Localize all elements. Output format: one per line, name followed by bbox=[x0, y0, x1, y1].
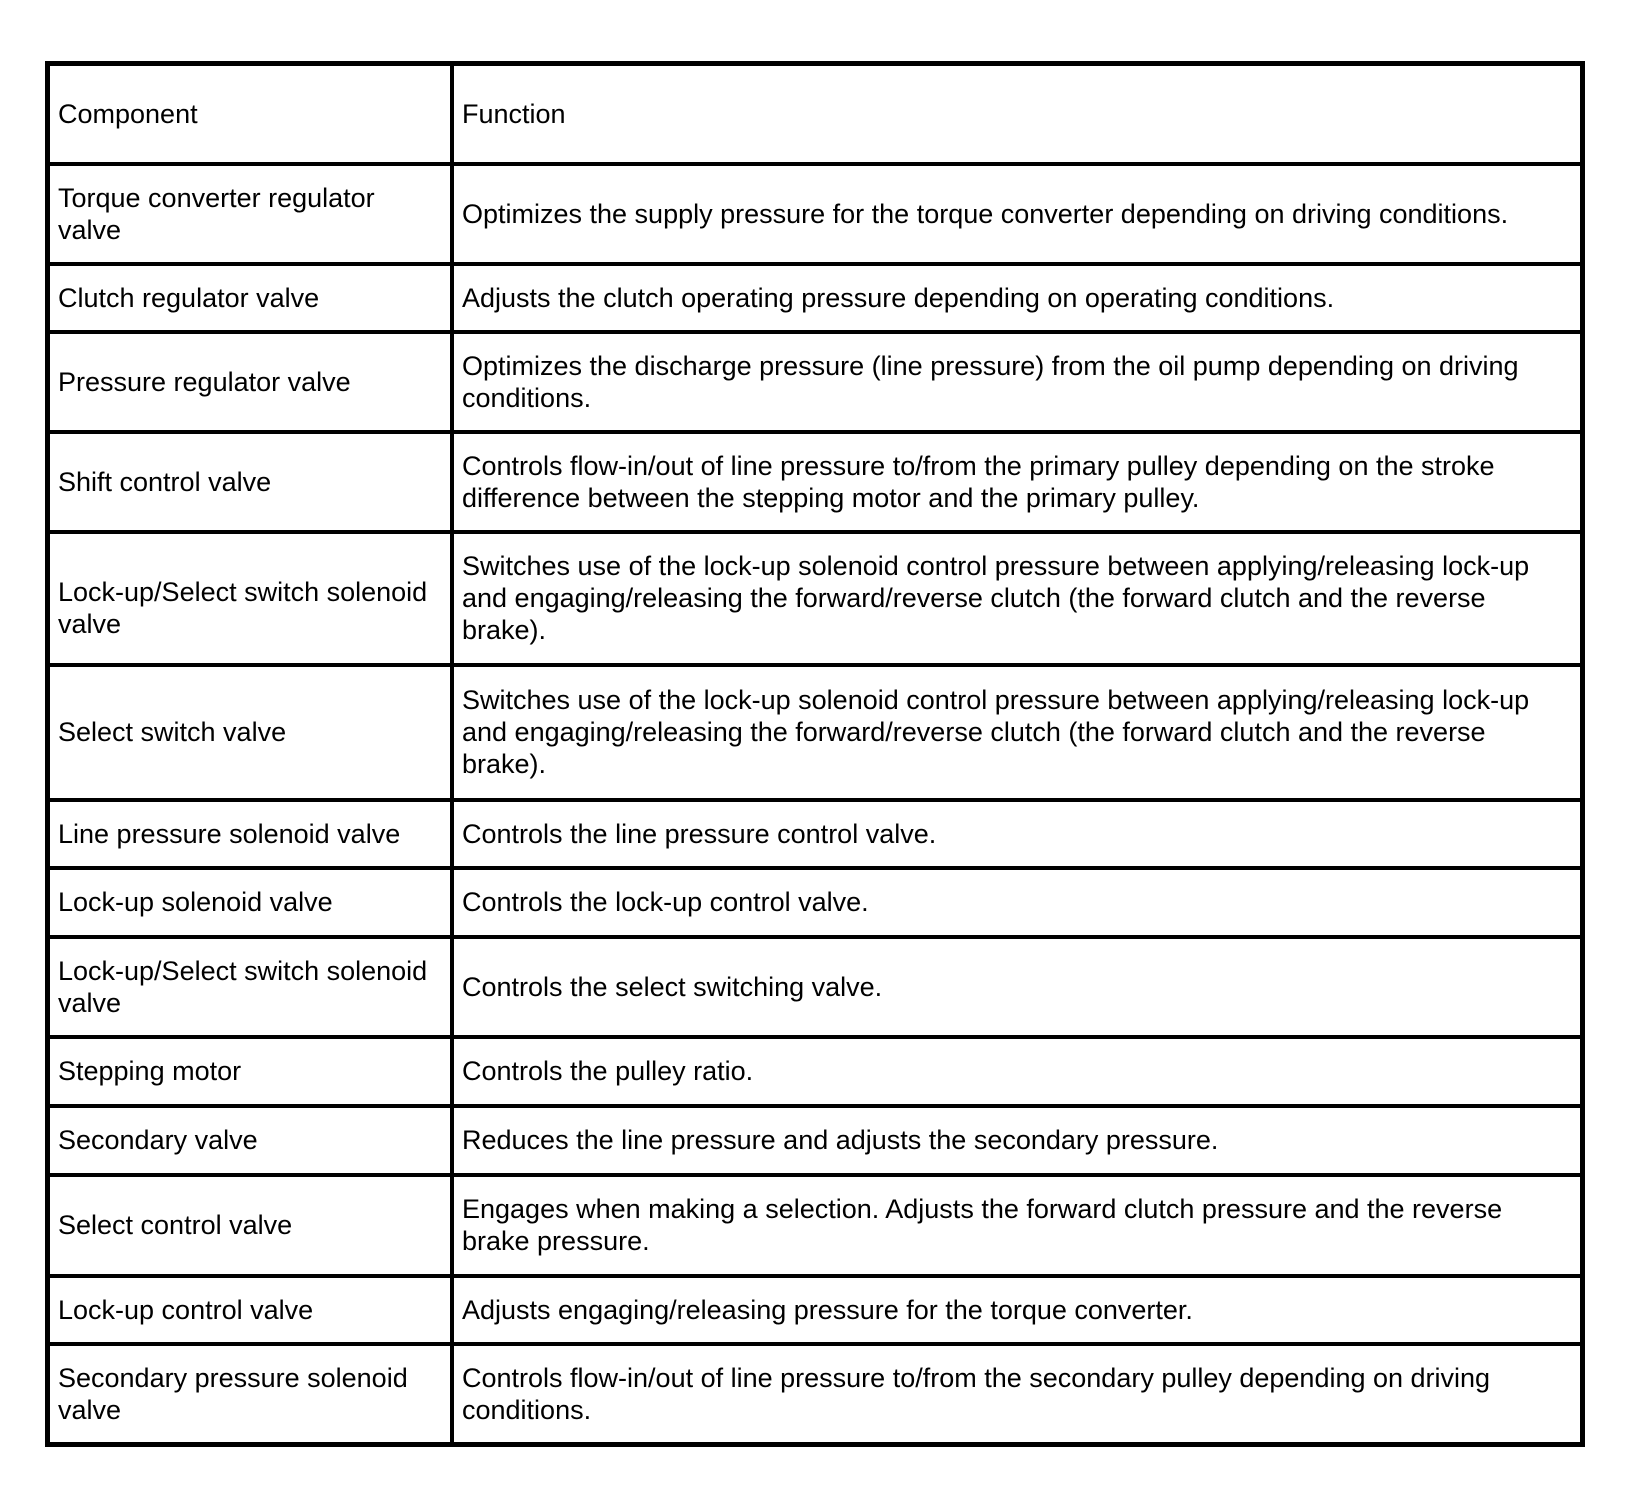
component-cell: Pressure regulator valve bbox=[48, 332, 453, 432]
function-cell: Switches use of the lock-up solenoid control pressure between applying/releasing lock-up and engaging/releasing the forward/reverse clutch (the forward clutch and the reverse brake). bbox=[452, 532, 1583, 665]
component-cell: Stepping motor bbox=[48, 1037, 453, 1106]
component-cell: Lock-up/Select switch solenoid valve bbox=[48, 937, 453, 1037]
function-cell: Switches use of the lock-up solenoid control pressure between applying/releasing lock-up and engaging/releasing the forward/reverse clutch (the forward clutch and the reverse brake). bbox=[452, 665, 1583, 800]
table-row bbox=[48, 1175, 1583, 1276]
function-cell: Controls the select switching valve. bbox=[452, 937, 1583, 1037]
component-cell: Secondary pressure solenoid valve bbox=[48, 1344, 453, 1445]
component-cell: Torque converter regulator valve bbox=[48, 164, 453, 264]
component-cell: Secondary valve bbox=[48, 1106, 453, 1175]
table-row bbox=[48, 432, 1583, 532]
function-cell: Reduces the line pressure and adjusts the secondary pressure. bbox=[452, 1106, 1583, 1175]
component-cell: Lock-up/Select switch solenoid valve bbox=[48, 532, 453, 665]
function-cell: Controls flow-in/out of line pressure to/from the primary pulley depending on the stroke difference between the stepping motor and the primary pulley. bbox=[452, 432, 1583, 532]
component-function-table-container bbox=[45, 61, 1585, 1447]
function-cell: Controls the lock-up control valve. bbox=[452, 868, 1583, 937]
table-row bbox=[48, 264, 1583, 332]
component-cell: Clutch regulator valve bbox=[48, 264, 453, 332]
function-cell: Controls flow-in/out of line pressure to/from the secondary pulley depending on driving conditions. bbox=[452, 1344, 1583, 1445]
table-header-row bbox=[48, 64, 1583, 164]
function-cell: Controls the pulley ratio. bbox=[452, 1037, 1583, 1106]
function-cell: Adjusts the clutch operating pressure depending on operating conditions. bbox=[452, 264, 1583, 332]
component-cell: Select control valve bbox=[48, 1175, 453, 1276]
component-cell: Shift control valve bbox=[48, 432, 453, 532]
function-cell: Optimizes the discharge pressure (line pressure) from the oil pump depending on driving conditions. bbox=[452, 332, 1583, 432]
table-row bbox=[48, 1037, 1583, 1106]
function-cell: Adjusts engaging/releasing pressure for the torque converter. bbox=[452, 1276, 1583, 1344]
component-cell: Select switch valve bbox=[48, 665, 453, 800]
table-row bbox=[48, 1344, 1583, 1445]
header-component: Component bbox=[48, 64, 453, 164]
component-function-table bbox=[45, 61, 1585, 1447]
function-cell: Engages when making a selection. Adjusts the forward clutch pressure and the reverse brake pressure. bbox=[452, 1175, 1583, 1276]
table-row bbox=[48, 532, 1583, 665]
table-row bbox=[48, 665, 1583, 800]
table-row bbox=[48, 868, 1583, 937]
table-row bbox=[48, 332, 1583, 432]
table-row bbox=[48, 800, 1583, 868]
table-row bbox=[48, 937, 1583, 1037]
component-cell: Lock-up solenoid valve bbox=[48, 868, 453, 937]
function-cell: Controls the line pressure control valve. bbox=[452, 800, 1583, 868]
component-cell: Line pressure solenoid valve bbox=[48, 800, 453, 868]
table-row bbox=[48, 164, 1583, 264]
function-cell: Optimizes the supply pressure for the torque converter depending on driving conditions. bbox=[452, 164, 1583, 264]
table-row bbox=[48, 1106, 1583, 1175]
header-function: Function bbox=[452, 64, 1583, 164]
component-cell: Lock-up control valve bbox=[48, 1276, 453, 1344]
table-row bbox=[48, 1276, 1583, 1344]
